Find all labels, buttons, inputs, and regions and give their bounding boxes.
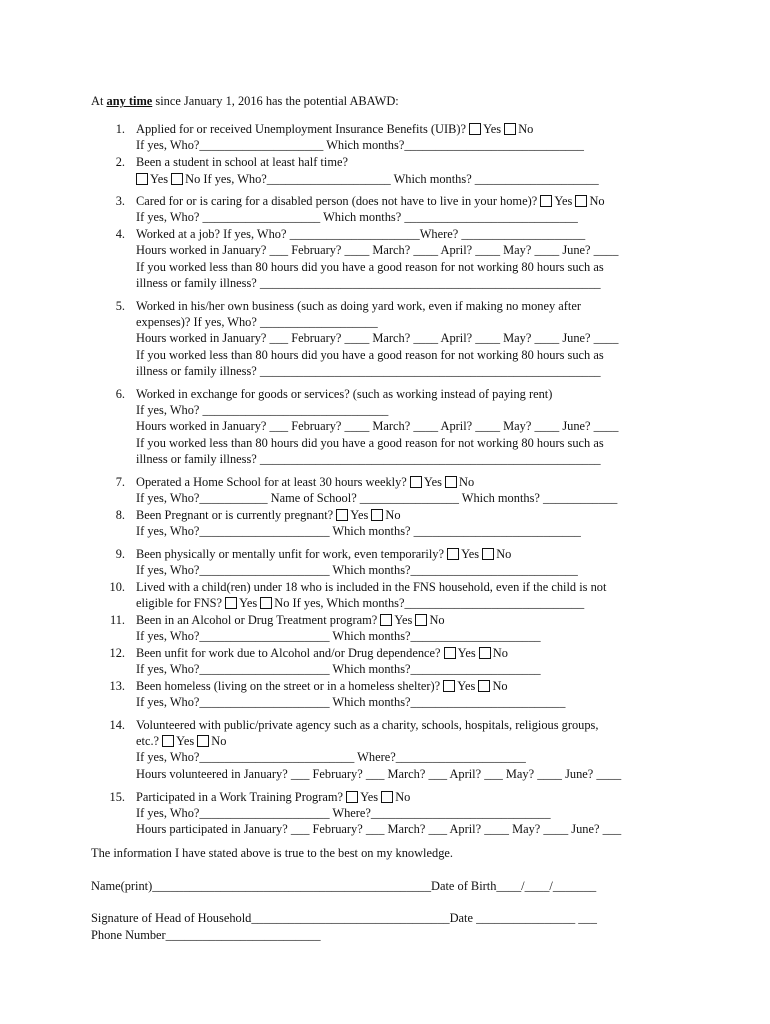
- question-6-illness: illness or family illness? _______________________________________________________: [136, 452, 601, 466]
- yes-checkbox[interactable]: [444, 647, 456, 659]
- question-3-followup: If yes, Who? ___________________ Which months? ____________________________: [136, 210, 578, 224]
- no-checkbox[interactable]: [482, 548, 494, 560]
- yes-checkbox[interactable]: [336, 509, 348, 521]
- question-15: Participated in a Work Training Program? Yes No: [136, 790, 411, 804]
- question-number: 10.: [109, 580, 125, 594]
- question-14-etc: etc.? Yes No: [136, 734, 227, 748]
- yes-checkbox[interactable]: [162, 735, 174, 747]
- question-4: Worked at a job? If yes, Who? _____________________Where? ____________________: [136, 227, 586, 241]
- yes-checkbox[interactable]: [443, 680, 455, 692]
- question-number: 13.: [109, 679, 125, 693]
- signature-line[interactable]: Signature of Head of Household________________________________Date ________________ ___: [91, 911, 597, 925]
- question-8-followup: If yes, Who?_____________________ Which months? ___________________________: [136, 524, 581, 538]
- question-number: 4.: [115, 227, 125, 241]
- no-checkbox[interactable]: [415, 614, 427, 626]
- question-number: 15.: [109, 790, 125, 804]
- question-4-reason: If you worked less than 80 hours did you have a good reason for not working 80 hours such as: [136, 260, 604, 274]
- no-checkbox[interactable]: [575, 195, 587, 207]
- no-checkbox[interactable]: [478, 680, 490, 692]
- yes-checkbox[interactable]: [540, 195, 552, 207]
- question-7: Operated a Home School for at least 30 hours weekly? Yes No: [136, 475, 475, 489]
- question-1-followup: If yes, Who?____________________ Which months?_____________________________: [136, 138, 584, 152]
- question-15-who: If yes, Who?_____________________ Where?_____________________________: [136, 806, 551, 820]
- question-number: 9.: [115, 547, 125, 561]
- yes-checkbox[interactable]: [136, 173, 148, 185]
- question-number: 8.: [115, 508, 125, 522]
- question-10-followup: eligible for FNS? Yes No If yes, Which months?_____________________________: [136, 596, 585, 610]
- yes-checkbox[interactable]: [410, 476, 422, 488]
- question-13: Been homeless (living on the street or in a homeless shelter)? Yes No: [136, 679, 508, 693]
- question-2: Been a student in school at least half time?: [136, 155, 348, 169]
- question-number: 5.: [115, 299, 125, 313]
- question-14-hours: Hours volunteered in January? ___ February? ___ March? ___ April? ___ May? ____ June? ____: [136, 767, 622, 781]
- yes-checkbox[interactable]: [225, 597, 237, 609]
- question-14-who: If yes, Who?_________________________ Where?_____________________: [136, 750, 526, 764]
- no-checkbox[interactable]: [504, 123, 516, 135]
- question-13-followup: If yes, Who?_____________________ Which months?_________________________: [136, 695, 566, 709]
- question-15-hours: Hours participated in January? ___ February? ___ March? ___ April? ____ May? ____ June? ___: [136, 822, 622, 836]
- question-6-hours: Hours worked in January? ___ February? ____ March? ____ April? ____ May? ____ June? ____: [136, 419, 619, 433]
- question-number: 6.: [115, 387, 125, 401]
- question-6: Worked in exchange for goods or services? (such as working instead of paying rent): [136, 387, 553, 401]
- question-number: 12.: [109, 646, 125, 660]
- question-9: Been physically or mentally unfit for work, even temporarily? Yes No: [136, 547, 512, 561]
- question-number: 7.: [115, 475, 125, 489]
- question-14: Volunteered with public/private agency such as a charity, schools, hospitals, religious groups,: [136, 718, 599, 732]
- question-5-hours: Hours worked in January? ___ February? ____ March? ____ April? ____ May? ____ June? ____: [136, 331, 619, 345]
- question-8: Been Pregnant or is currently pregnant? Yes No: [136, 508, 401, 522]
- no-checkbox[interactable]: [445, 476, 457, 488]
- yes-checkbox[interactable]: [380, 614, 392, 626]
- yes-checkbox[interactable]: [346, 791, 358, 803]
- no-checkbox[interactable]: [381, 791, 393, 803]
- question-10: Lived with a child(ren) under 18 who is included in the FNS household, even if the child is not: [136, 580, 607, 594]
- name-dob-line[interactable]: Name(print)_____________________________________________Date of Birth____/____/_______: [91, 879, 597, 893]
- yes-checkbox[interactable]: [469, 123, 481, 135]
- question-5-who: expenses)? If yes, Who? ___________________: [136, 315, 378, 329]
- intro-text: At any time since January 1, 2016 has the potential ABAWD:: [91, 94, 399, 108]
- question-3: Cared for or is caring for a disabled person (does not have to live in your home)? Yes No: [136, 194, 605, 208]
- question-number: 11.: [109, 613, 125, 627]
- question-9-followup: If yes, Who?_____________________ Which months?___________________________: [136, 563, 578, 577]
- question-5: Worked in his/her own business (such as doing yard work, even if making no money after: [136, 299, 581, 313]
- question-4-hours: Hours worked in January? ___ February? ____ March? ____ April? ____ May? ____ June? ____: [136, 243, 619, 257]
- question-11-followup: If yes, Who?_____________________ Which months?_____________________: [136, 629, 541, 643]
- no-checkbox[interactable]: [197, 735, 209, 747]
- question-number: 14.: [109, 718, 125, 732]
- question-6-who: If yes, Who? ______________________________: [136, 403, 389, 417]
- no-checkbox[interactable]: [260, 597, 272, 609]
- question-number: 2.: [115, 155, 125, 169]
- question-1: Applied for or received Unemployment Insurance Benefits (UIB)? Yes No: [136, 122, 534, 136]
- question-number: 1.: [115, 122, 125, 136]
- yes-checkbox[interactable]: [447, 548, 459, 560]
- question-number: 3.: [115, 194, 125, 208]
- phone-line[interactable]: Phone Number_________________________: [91, 928, 321, 942]
- no-checkbox[interactable]: [371, 509, 383, 521]
- question-2-followup: Yes No If yes, Who?____________________ Which months? ____________________: [136, 171, 599, 187]
- question-12-followup: If yes, Who?_____________________ Which months?_____________________: [136, 662, 541, 676]
- question-6-reason: If you worked less than 80 hours did you have a good reason for not working 80 hours such as: [136, 436, 604, 450]
- question-5-illness: illness or family illness? _______________________________________________________: [136, 364, 601, 378]
- question-4-illness: illness or family illness? _______________________________________________________: [136, 276, 601, 290]
- no-checkbox[interactable]: [479, 647, 491, 659]
- question-11: Been in an Alcohol or Drug Treatment program? Yes No: [136, 613, 445, 627]
- no-checkbox[interactable]: [171, 173, 183, 185]
- statement: The information I have stated above is true to the best on my knowledge.: [91, 846, 453, 860]
- question-7-followup: If yes, Who?___________ Name of School? ________________ Which months? ____________: [136, 491, 618, 505]
- question-12: Been unfit for work due to Alcohol and/or Drug dependence? Yes No: [136, 646, 508, 660]
- question-5-reason: If you worked less than 80 hours did you have a good reason for not working 80 hours such as: [136, 348, 604, 362]
